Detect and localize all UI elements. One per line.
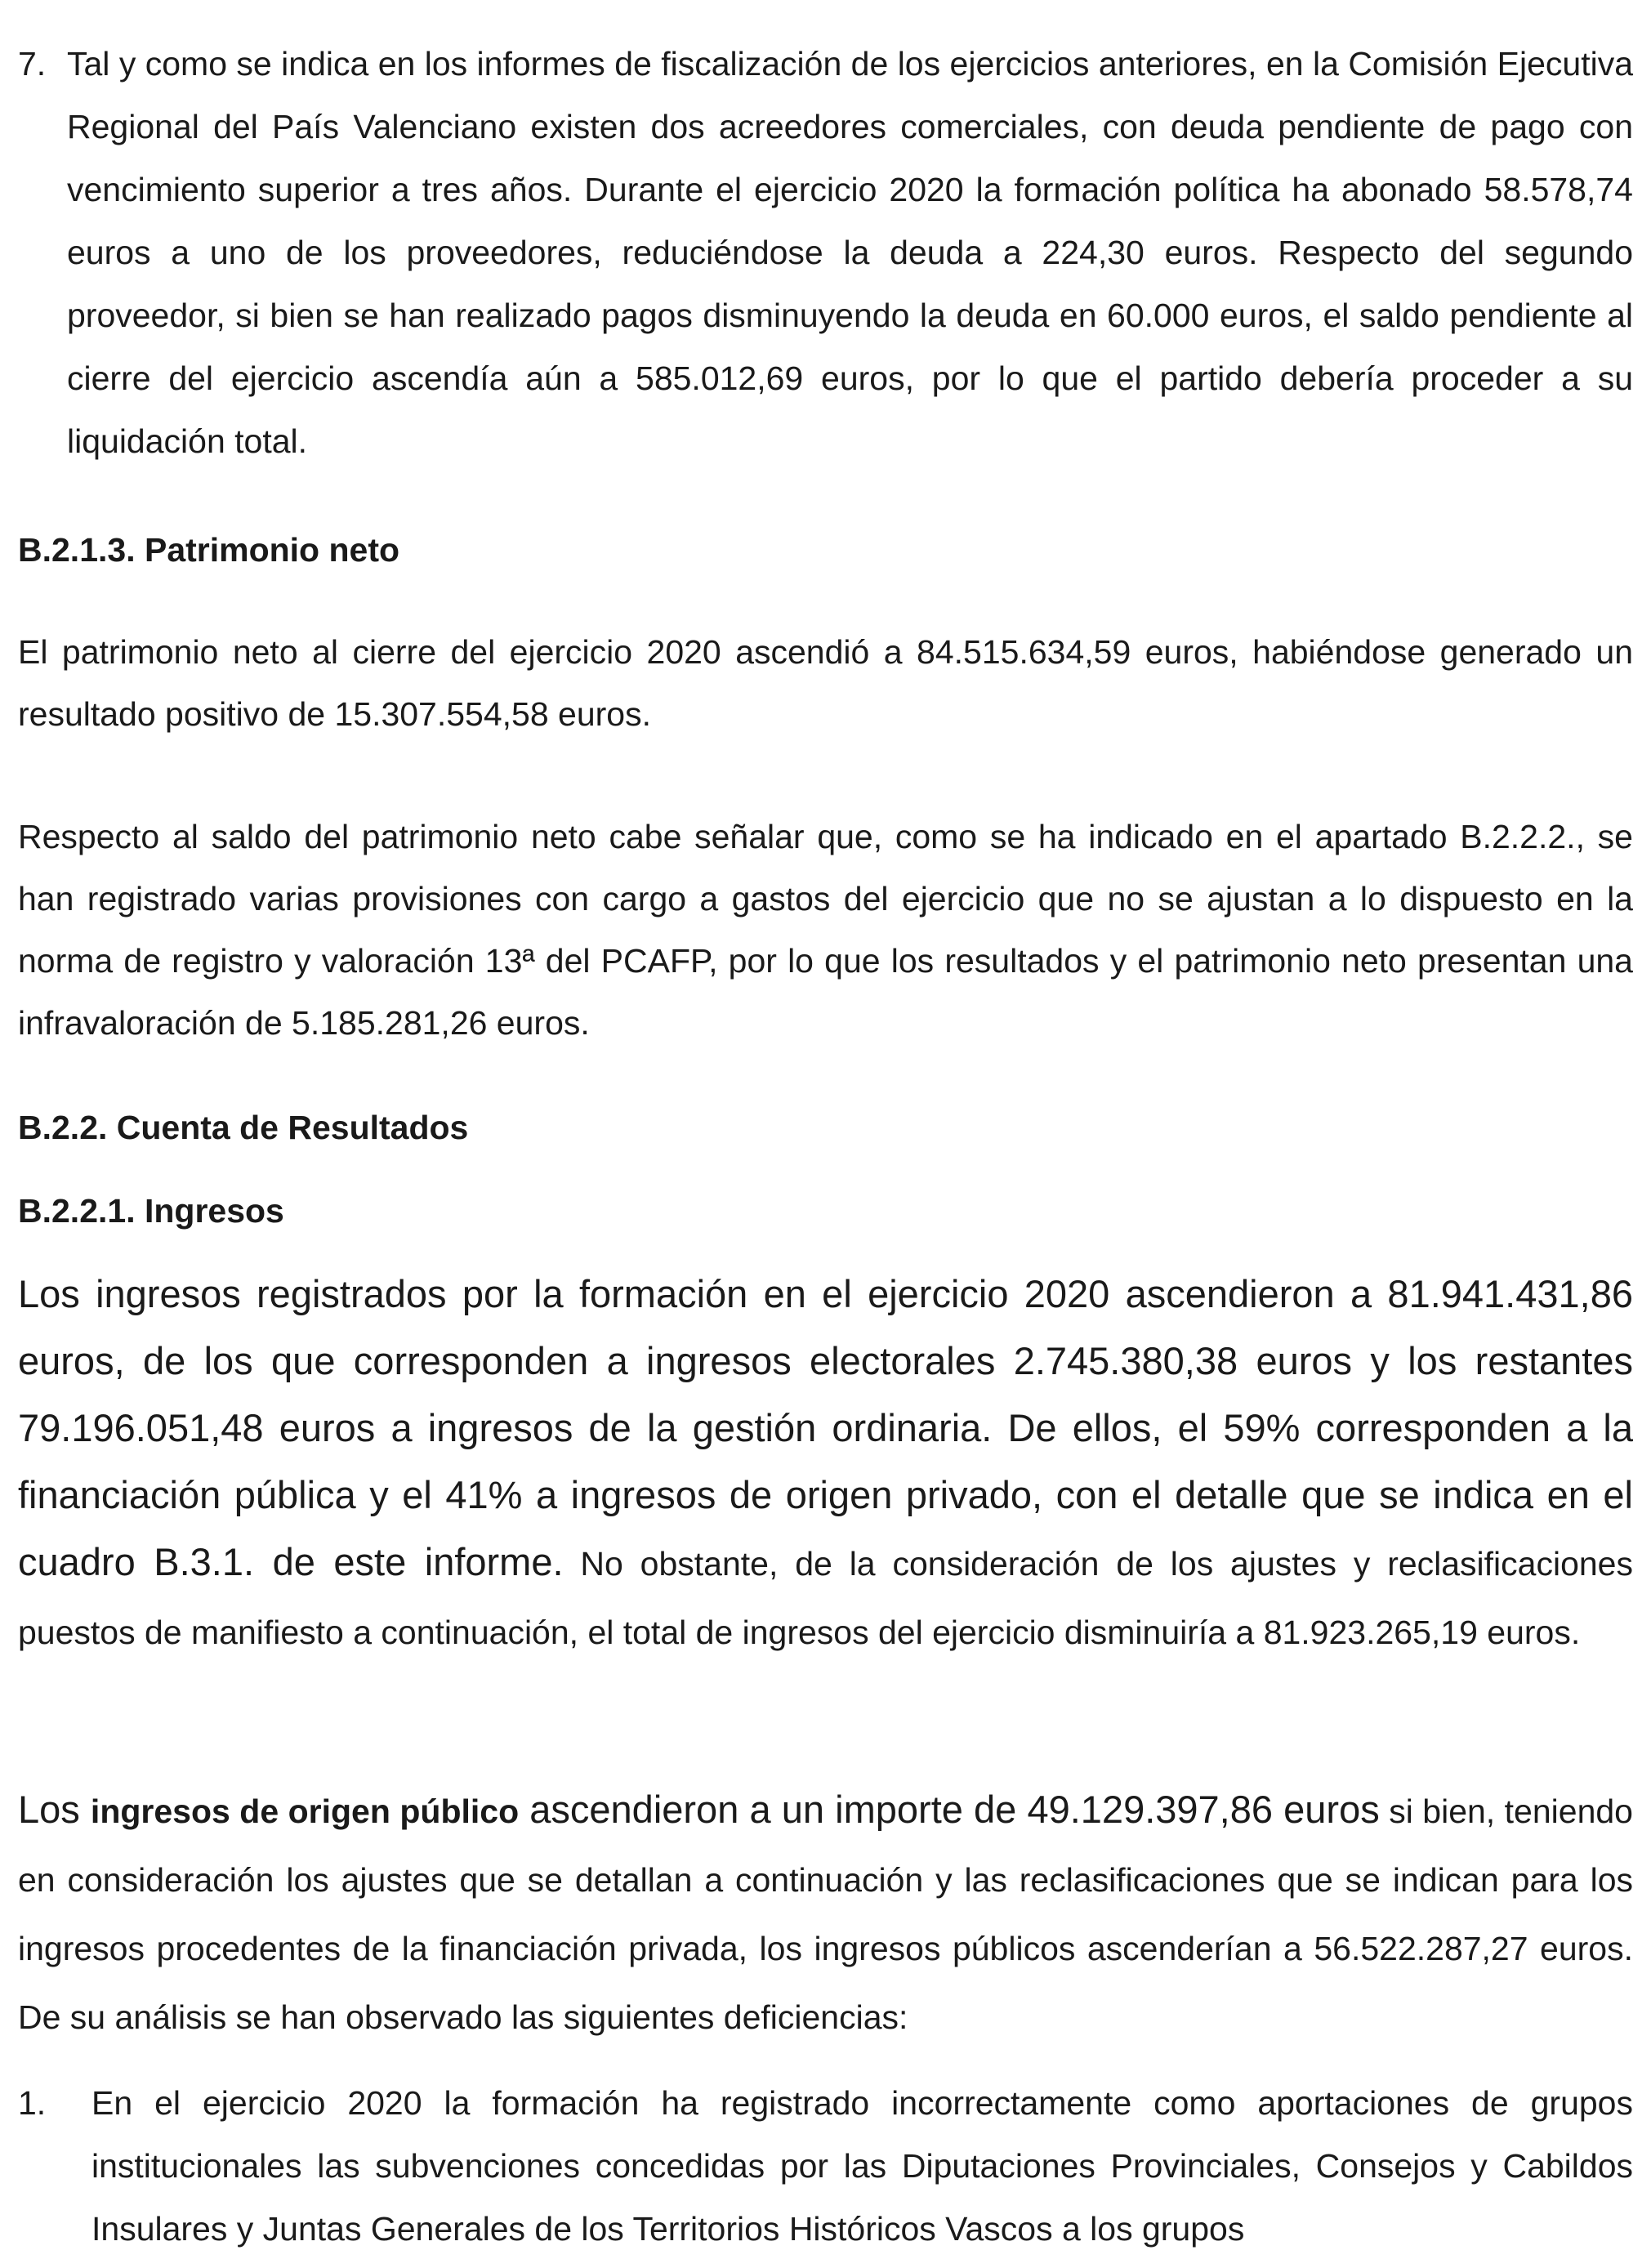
ingresos-small-text: No obstante, de la consideración de los ajustes y reclasificaciones puestos de manifiesto a continuación, el total de ingresos del ejercicio disminuiría a 81.923.265,19 euros. [18,1545,1633,1651]
section-heading-ingresos: B.2.2.1. Ingresos [18,1192,284,1230]
paragraph-ingresos-publicos [18,1776,1633,2051]
list-item-text: Tal y como se indica en los informes de fiscalización de los ejercicios anteriores, en la Comisión Ejecutiva Regional del País Valenciano existen dos acreedores comerciales, con deuda pendiente de pago con vencimiento superior a tres años. Durante el ejercicio 2020 la formación política ha abonado 58.578,74 euros a uno de los proveedores, reduciéndose la deuda a 224,30 euros. Respecto del segundo proveedor, si bien se han realizado pagos disminuyendo la deuda en 60.000 euros, el saldo pendiente al cierre del ejercicio ascendía aún a 585.012,69 euros, por lo que el partido debería proceder a su liquidación total. [67,45,1633,460]
publicos-bold-text: ingresos de origen público [90,1793,520,1830]
list-item-1 [18,2072,1633,2261]
section-heading-cuenta-resultados: B.2.2. Cuenta de Resultados [18,1109,469,1146]
list-item-7 [18,33,1633,473]
document-page [18,33,1633,2248]
paragraph-patrimonio-neto: El patrimonio neto al cierre del ejercicio 2020 ascendió a 84.515.634,59 euros, habiéndose generado un resultado positivo de 15.307.554,58 euros. [18,633,1633,733]
paragraph-ingresos [18,1261,1633,1666]
section-heading-patrimonio-neto: B.2.1.3. Patrimonio neto [18,531,400,569]
paragraph-saldo-patrimonio: Respecto al saldo del patrimonio neto cabe señalar que, como se ha indicado en el apartado B.2.2.2., se han registrado varias provisiones con cargo a gastos del ejercicio que no se ajustan a lo dispuesto en la norma de registro y valoración 13ª del PCAFP, por lo que los resultados y el patrimonio neto presentan una infravaloración de 5.185.281,26 euros. [18,818,1633,1042]
publicos-large-text: ascendieron a un importe de 49.129.397,86 euros [519,1788,1380,1831]
publicos-small-text: si bien, teniendo en consideración los ajustes que se detallan a continuación y las reclasificaciones que se indican para los ingresos procedentes de la financiación privada, los ingresos públicos ascenderían a 56.522.287,27 euros. De su análisis se han observado las siguientes deficiencias: [18,1793,1633,2036]
list-item-number: 1. [18,2084,47,2122]
list-item-number: 7. [18,45,47,83]
list-item-text: En el ejercicio 2020 la formación ha registrado incorrectamente como aportaciones de grupos institucionales las subvenciones concedidas por las Diputaciones Provinciales, Consejos y Cabildos Insulares y Juntas Generales de los Territorios Históricos Vascos a los grupos [91,2084,1633,2248]
ingresos-large-text: Los ingresos registrados por la formación en el ejercicio 2020 ascendieron a 81.941.431,86 euros, de los que corresponden a ingresos electorales 2.745.380,38 euros y los restantes 79.196.051,48 euros a ingresos de la gestión ordinaria. De ellos, el 59% corresponden a la financiación pública y el 41% a ingresos de origen privado, con el detalle que se indica en el cuadro B.3.1. de este informe. [18,1272,1633,1583]
publicos-lead-text: Los [18,1788,91,1831]
